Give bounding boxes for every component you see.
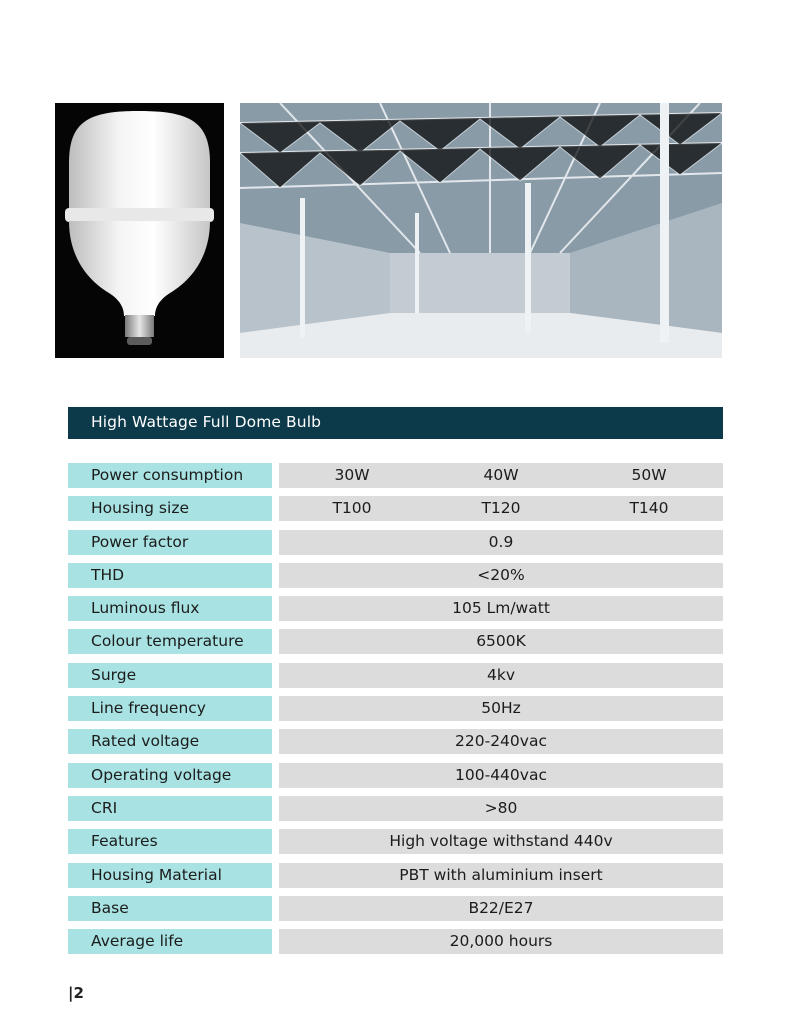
- product-title: High Wattage Full Dome Bulb: [91, 413, 322, 431]
- spec-value-50w: 50W: [631, 466, 667, 484]
- warehouse-image: [240, 103, 722, 358]
- spec-value: 105 Lm/watt: [279, 596, 723, 621]
- spec-label: Power factor: [68, 530, 272, 555]
- product-title-bar: [68, 407, 723, 439]
- spec-row-colour-temperature: [68, 629, 723, 654]
- spec-label: CRI: [68, 796, 272, 821]
- spec-row-line-frequency: [68, 696, 723, 721]
- spec-value: 50Hz: [279, 696, 723, 721]
- spec-value: 220-240vac: [279, 729, 723, 754]
- spec-value: <20%: [279, 563, 723, 588]
- spec-table: [68, 463, 723, 962]
- spec-row-power-factor: [68, 530, 723, 555]
- spec-label: Colour temperature: [68, 629, 272, 654]
- spec-value: B22/E27: [279, 896, 723, 921]
- spec-label: Base: [68, 896, 272, 921]
- spec-value: 20,000 hours: [279, 929, 723, 954]
- spec-row-operating-voltage: [68, 763, 723, 788]
- spec-value: 0.9: [279, 530, 723, 555]
- spec-label: Housing Material: [68, 863, 272, 888]
- spec-label: Operating voltage: [68, 763, 272, 788]
- spec-row-housing-size: [68, 496, 723, 521]
- spec-value: High voltage withstand 440v: [279, 829, 723, 854]
- spec-row-thd: [68, 563, 723, 588]
- spec-label: THD: [68, 563, 272, 588]
- spec-row-average-life: [68, 929, 723, 954]
- spec-row-surge: [68, 663, 723, 688]
- spec-value: >80: [279, 796, 723, 821]
- spec-value: [279, 496, 723, 521]
- spec-value-30w: 30W: [334, 466, 370, 484]
- spec-value: [279, 463, 723, 488]
- spec-label: Housing size: [68, 496, 272, 521]
- spec-label: Surge: [68, 663, 272, 688]
- spec-value-t140: T140: [629, 499, 669, 518]
- spec-label: Power consumption: [68, 463, 272, 488]
- spec-row-housing-material: [68, 863, 723, 888]
- spec-value-40w: 40W: [483, 466, 519, 484]
- spec-value: 6500K: [279, 629, 723, 654]
- spec-label: Rated voltage: [68, 729, 272, 754]
- spec-label: Line frequency: [68, 696, 272, 721]
- spec-value: PBT with aluminium insert: [279, 863, 723, 888]
- spec-row-rated-voltage: [68, 729, 723, 754]
- spec-row-base: [68, 896, 723, 921]
- spec-label: Luminous flux: [68, 596, 272, 621]
- spec-row-power-consumption: [68, 463, 723, 488]
- spec-label: Features: [68, 829, 272, 854]
- spec-value: 4kv: [279, 663, 723, 688]
- spec-row-luminous-flux: [68, 596, 723, 621]
- spec-value-t120: T120: [481, 499, 521, 518]
- spec-row-features: [68, 829, 723, 854]
- spec-value-t100: T100: [332, 499, 372, 518]
- spec-row-cri: [68, 796, 723, 821]
- page-number: |2: [68, 984, 84, 1002]
- bulb-product-image: [55, 103, 224, 358]
- spec-label: Average life: [68, 929, 272, 954]
- spec-value: 100-440vac: [279, 763, 723, 788]
